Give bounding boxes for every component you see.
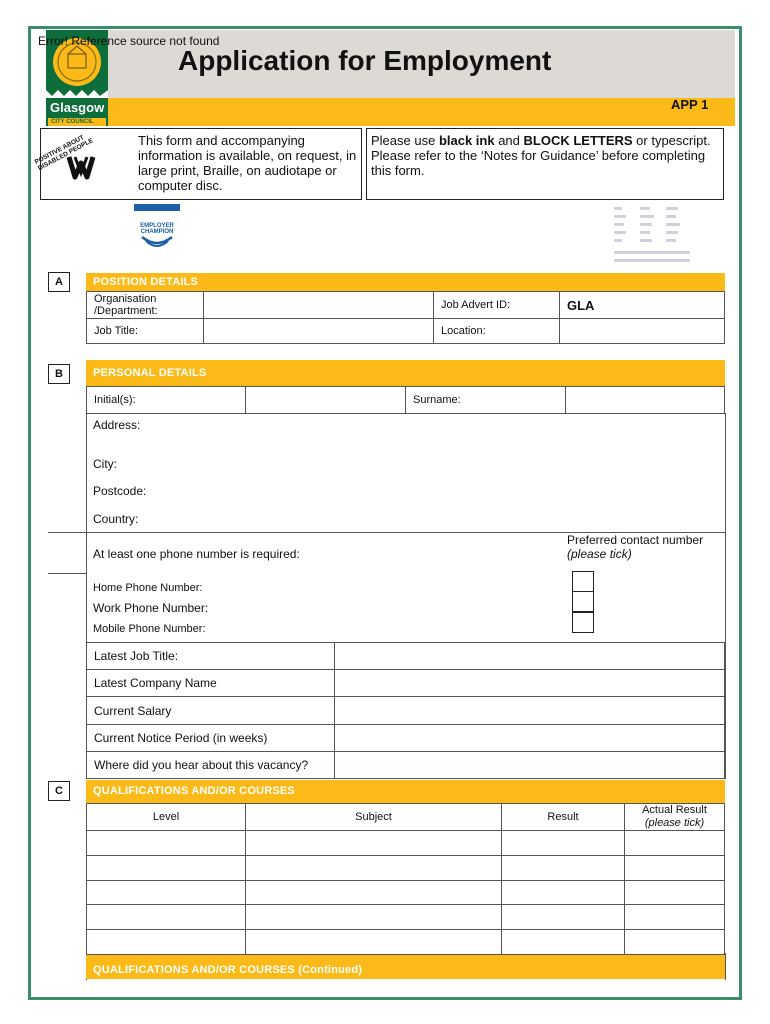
actual-result-cell[interactable] xyxy=(625,930,725,955)
instructions-box xyxy=(366,128,724,200)
section-a-letter: A xyxy=(48,272,70,292)
col-result-header: Result xyxy=(502,804,625,831)
mobile-phone-label: Mobile Phone Number: xyxy=(93,623,206,635)
location-field[interactable] xyxy=(560,319,725,344)
phone-required-text: At least one phone number is required: xyxy=(93,547,300,561)
logo-text: Glasgow xyxy=(50,100,105,115)
job-advert-label: Job Advert ID: xyxy=(434,292,560,319)
table-row xyxy=(87,905,725,930)
home-phone-label: Home Phone Number: xyxy=(93,582,203,594)
latest-job-title-label: Latest Job Title: xyxy=(87,643,335,670)
subject-cell[interactable] xyxy=(246,831,502,856)
employer-champion-logo xyxy=(134,204,180,254)
instructions-mid: and xyxy=(494,133,524,148)
logo-subtext: CITY COUNCIL xyxy=(51,119,94,125)
table-row xyxy=(87,856,725,881)
actual-result-cell[interactable] xyxy=(625,905,725,930)
phone-divider xyxy=(48,573,86,574)
preferred-contact-tick-note: (please tick) xyxy=(567,547,632,561)
initials-label: Initial(s): xyxy=(87,387,246,414)
mobile-phone-tickbox[interactable] xyxy=(572,612,594,633)
initials-field[interactable] xyxy=(246,387,406,414)
form-code: APP 1 xyxy=(671,97,709,112)
subject-cell[interactable] xyxy=(246,905,502,930)
section-c-letter: C xyxy=(48,781,70,801)
subject-cell[interactable] xyxy=(246,930,502,955)
instructions-text xyxy=(371,133,719,178)
error-reference-text: Error! Reference source not found xyxy=(38,34,220,48)
address-label: Address: xyxy=(93,418,141,432)
surname-label: Surname: xyxy=(406,387,566,414)
table-row xyxy=(87,831,725,856)
col-actual-result-label: Actual Result xyxy=(642,804,707,816)
table-row xyxy=(87,881,725,905)
col-level-header: Level xyxy=(87,804,246,831)
col-subject-header: Subject xyxy=(246,804,502,831)
instructions-black-ink: black ink xyxy=(438,133,495,148)
level-cell[interactable] xyxy=(87,905,246,930)
home-phone-tickbox[interactable] xyxy=(572,571,594,592)
org-field[interactable] xyxy=(204,292,434,319)
section-c-heading: QUALIFICATIONS AND/OR COURSES xyxy=(86,780,725,803)
employer-champion-line1: EMPLOYER xyxy=(140,223,174,229)
surname-field[interactable] xyxy=(566,387,725,414)
vacancy-source-label: Where did you hear about this vacancy? xyxy=(87,752,335,779)
latest-job-title-field[interactable] xyxy=(335,643,725,670)
city-label: City: xyxy=(93,457,117,471)
qualifications-table xyxy=(86,803,725,955)
section-b-heading: PERSONAL DETAILS xyxy=(86,360,725,386)
section-c-continued-heading: QUALIFICATIONS AND/OR COURSES (Continued) xyxy=(86,955,725,979)
result-cell[interactable] xyxy=(502,856,625,881)
job-title-label: Job Title: xyxy=(87,319,204,344)
preferred-contact-label: Preferred contact number xyxy=(567,533,704,547)
actual-result-cell[interactable] xyxy=(625,881,725,905)
result-cell[interactable] xyxy=(502,905,625,930)
country-label: Country: xyxy=(93,512,139,526)
instructions-post: or typescript. Please refer to the ‘Notes for Guidance’ before completing this form. xyxy=(371,133,711,178)
actual-result-cell[interactable] xyxy=(625,856,725,881)
job-advert-field[interactable]: GLA xyxy=(560,292,725,319)
col-actual-result-header xyxy=(625,804,725,831)
location-label: Location: xyxy=(434,319,560,344)
latest-company-label: Latest Company Name xyxy=(87,670,335,697)
page-title: Application for Employment xyxy=(178,45,552,76)
work-phone-label: Work Phone Number: xyxy=(93,601,209,615)
section-a-heading: POSITION DETAILS xyxy=(86,273,725,291)
instructions-block-letters: BLOCK LETTERS xyxy=(523,133,633,148)
col-actual-result-tick-note: (please tick) xyxy=(644,817,705,829)
result-cell[interactable] xyxy=(502,831,625,856)
org-label: Organisation /Department: xyxy=(87,292,204,319)
current-salary-label: Current Salary xyxy=(87,697,335,725)
job-title-field[interactable] xyxy=(204,319,434,344)
level-cell[interactable] xyxy=(87,881,246,905)
section-b-right-border xyxy=(725,413,726,779)
postcode-label: Postcode: xyxy=(93,484,147,498)
result-cell[interactable] xyxy=(502,881,625,905)
work-phone-tickbox[interactable] xyxy=(572,591,594,612)
notice-period-field[interactable] xyxy=(335,725,725,752)
table-row xyxy=(87,930,725,955)
vacancy-source-field[interactable] xyxy=(335,752,725,779)
result-cell[interactable] xyxy=(502,930,625,955)
level-cell[interactable] xyxy=(87,831,246,856)
subject-cell[interactable] xyxy=(246,881,502,905)
accessibility-text: This form and accompanying information is available, on request, in large print, Braille, on audiotape or computer disc. xyxy=(138,133,357,193)
accessibility-box xyxy=(33,128,362,200)
employer-champion-line2: CHAMPION xyxy=(140,229,174,235)
section-b-letter: B xyxy=(48,364,70,384)
position-details-table xyxy=(86,291,725,344)
instructions-pre: Please use xyxy=(371,133,439,148)
actual-result-cell[interactable] xyxy=(625,831,725,856)
employment-info-table xyxy=(86,642,725,779)
subject-cell[interactable] xyxy=(246,856,502,881)
level-cell[interactable] xyxy=(87,856,246,881)
initials-surname-table xyxy=(86,386,725,414)
faint-partner-logos xyxy=(612,205,692,267)
notice-period-label: Current Notice Period (in weeks) xyxy=(87,725,335,752)
header-gold-bar xyxy=(108,98,735,126)
level-cell[interactable] xyxy=(87,930,246,955)
continued-right-border xyxy=(725,953,726,980)
latest-company-field[interactable] xyxy=(335,670,725,697)
current-salary-field[interactable] xyxy=(335,697,725,725)
positive-badge-text: POSITIVE ABOUT DISABLED PEOPLE xyxy=(33,134,95,173)
